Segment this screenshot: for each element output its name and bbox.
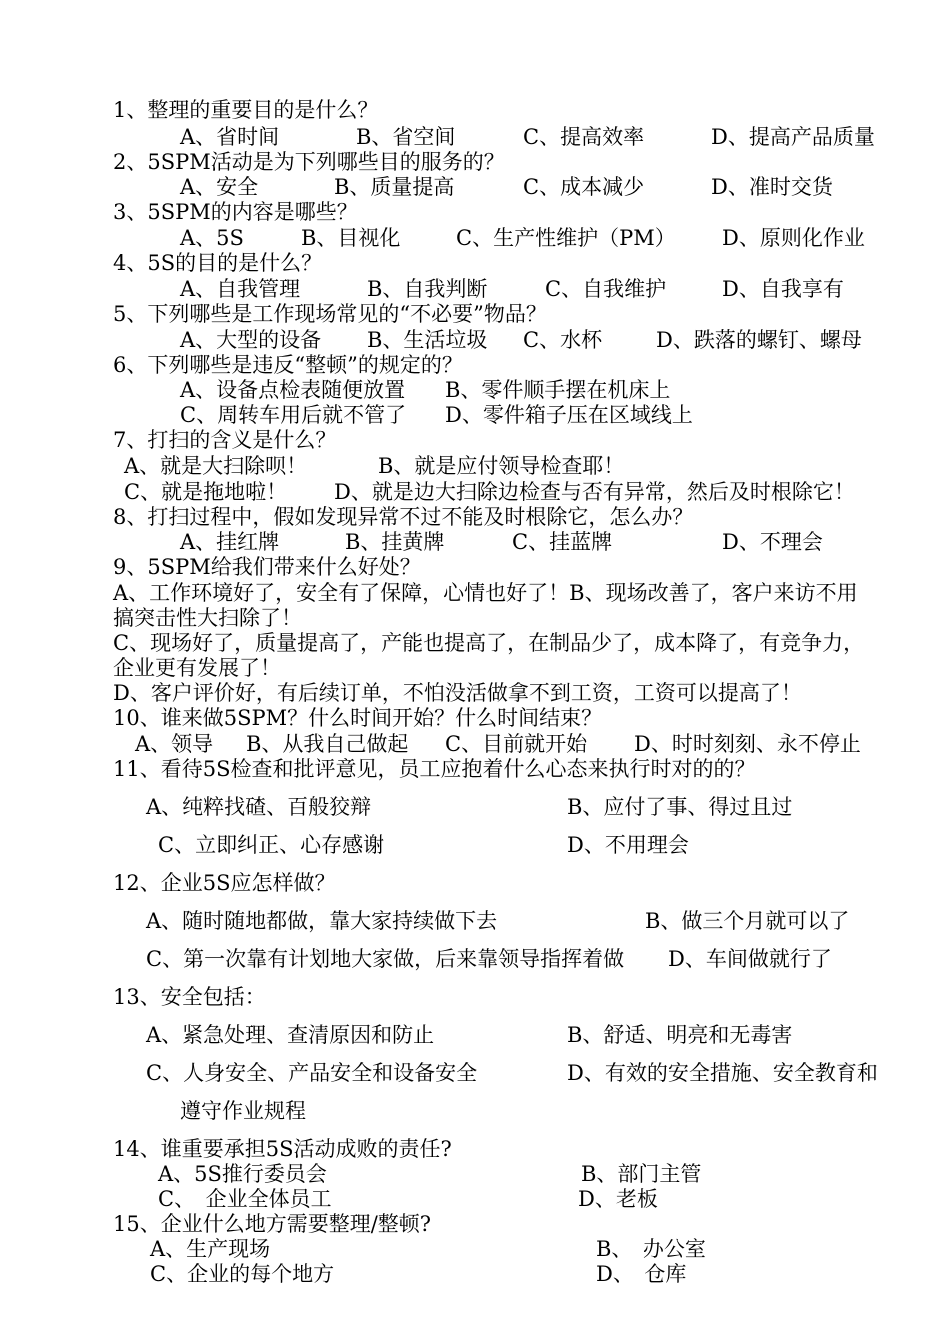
option-2d: D、准时交货 — [711, 175, 833, 199]
question-12: 12、企业5S应怎样做？ — [113, 871, 336, 895]
answer-9-line-1: A、工作环境好了，安全有了保障，心情也好了！B、现场改善了，客户来访不用 — [113, 581, 858, 605]
question-3: 3、5SPM的内容是哪些？ — [113, 200, 358, 224]
option-4c: C、自我维护 — [545, 277, 667, 301]
option-7b: B、就是应付领导检查耶！ — [378, 454, 625, 478]
option-8c: C、挂蓝牌 — [512, 530, 613, 554]
option-4a: A、自我管理 — [180, 277, 301, 301]
option-3d: D、原则化作业 — [722, 226, 865, 250]
question-1: 1、整理的重要目的是什么？ — [113, 98, 379, 122]
option-12a: A、随时随地都做，靠大家持续做下去 — [146, 909, 498, 933]
question-9: 9、5SPM给我们带来什么好处？ — [113, 555, 421, 579]
question-13: 13、安全包括： — [113, 985, 266, 1009]
option-5d: D、跌落的螺钉、螺母 — [656, 328, 862, 352]
option-13d: D、有效的安全措施、安全教育和 — [567, 1061, 878, 1085]
question-2: 2、5SPM活动是为下列哪些目的服务的？ — [113, 150, 505, 174]
option-13a: A、紧急处理、查清原因和防止 — [146, 1023, 435, 1047]
answer-9-line-4: 企业更有发展了！ — [113, 656, 281, 680]
answer-9-line-3: C、现场好了，质量提高了，产能也提高了，在制品少了，成本降了，有竞争力， — [113, 631, 865, 655]
option-1b: B、省空间 — [356, 125, 456, 149]
question-14: 14、谁重要承担5S活动成败的责任? — [113, 1137, 452, 1161]
option-1d: D、提高产品质量 — [711, 125, 875, 149]
option-10c: C、目前就开始 — [445, 732, 588, 756]
option-5a: A、大型的设备 — [180, 328, 322, 352]
question-4: 4、5S的目的是什么？ — [113, 251, 323, 275]
option-3b: B、目视化 — [301, 226, 401, 250]
option-15d: D、 仓库 — [596, 1262, 687, 1286]
option-11a: A、纯粹找碴、百般狡辩 — [146, 795, 372, 819]
option-12c: C、第一次靠有计划地大家做，后来靠领导指挥着做 — [146, 947, 625, 971]
option-14a: A、5S推行委员会 — [158, 1162, 327, 1186]
option-7c: C、就是拖地啦！ — [124, 480, 288, 504]
option-4d: D、自我享有 — [722, 277, 844, 301]
option-6c: C、周转车用后就不管了 — [180, 403, 407, 427]
option-15c: C、企业的每个地方 — [150, 1262, 335, 1286]
option-2a: A、安全 — [180, 175, 259, 199]
option-15b: B、 办公室 — [596, 1237, 706, 1261]
option-13b: B、舒适、明亮和无毒害 — [567, 1023, 793, 1047]
option-3a: A、5S — [180, 226, 244, 250]
option-14d: D、老板 — [578, 1187, 658, 1211]
option-11b: B、应付了事、得过且过 — [567, 795, 793, 819]
option-8a: A、挂红牌 — [180, 530, 280, 554]
option-2c: C、成本减少 — [523, 175, 645, 199]
answer-9-line-2: 搞突击性大扫除了！ — [113, 606, 302, 630]
option-1a: A、省时间 — [180, 125, 280, 149]
option-14b: B、部门主管 — [581, 1162, 702, 1186]
option-4b: B、自我判断 — [367, 277, 488, 301]
option-15a: A、生产现场 — [150, 1237, 271, 1261]
option-11d: D、不用理会 — [567, 833, 689, 857]
option-10a: A、领导 — [135, 732, 214, 756]
option-3c: C、生产性维护（PM） — [456, 226, 676, 250]
option-6a: A、设备点检表随便放置 — [180, 378, 406, 402]
question-10: 10、谁来做5SPM？什么时间开始？什么时间结束？ — [113, 706, 603, 730]
option-12b: B、做三个月就可以了 — [645, 909, 850, 933]
option-10d: D、时时刻刻、永不停止 — [634, 732, 861, 756]
answer-9-line-5: D、客户评价好，有后续订单，不怕没活做拿不到工资，工资可以提高了！ — [113, 681, 802, 705]
option-7a: A、就是大扫除呗！ — [124, 454, 308, 478]
option-6b: B、零件顺手摆在机床上 — [445, 378, 671, 402]
option-13c: C、人身安全、产品安全和设备安全 — [146, 1061, 478, 1085]
question-15: 15、企业什么地方需要整理/整顿? — [113, 1212, 432, 1236]
option-8d: D、不理会 — [722, 530, 823, 554]
question-11: 11、看待5S检查和批评意见，员工应抱着什么心态来执行时对的的？ — [113, 757, 756, 781]
option-10b: B、从我自己做起 — [246, 732, 409, 756]
option-5c: C、水杯 — [523, 328, 603, 352]
question-6: 6、下列哪些是违反“整顿”的规定的？ — [113, 353, 463, 377]
option-1c: C、提高效率 — [523, 125, 645, 149]
option-5b: B、生活垃圾 — [367, 328, 488, 352]
question-8: 8、打扫过程中，假如发现异常不过不能及时根除它，怎么办？ — [113, 505, 694, 529]
option-6d: D、零件箱子压在区域线上 — [445, 403, 693, 427]
option-14c: C、 企业全体员工 — [158, 1187, 332, 1211]
option-11c: C、立即纠正、心存感谢 — [158, 833, 385, 857]
option-2b: B、质量提高 — [334, 175, 455, 199]
option-12d: D、车间做就行了 — [668, 947, 832, 971]
option-7d: D、就是边大扫除边检查与否有异常，然后及时根除它！ — [334, 480, 855, 504]
question-5: 5、下列哪些是工作现场常见的“不必要”物品？ — [113, 302, 547, 326]
option-13d-continuation: 遵守作业规程 — [180, 1099, 306, 1123]
question-7: 7、打扫的含义是什么？ — [113, 428, 337, 452]
option-8b: B、挂黄牌 — [345, 530, 445, 554]
